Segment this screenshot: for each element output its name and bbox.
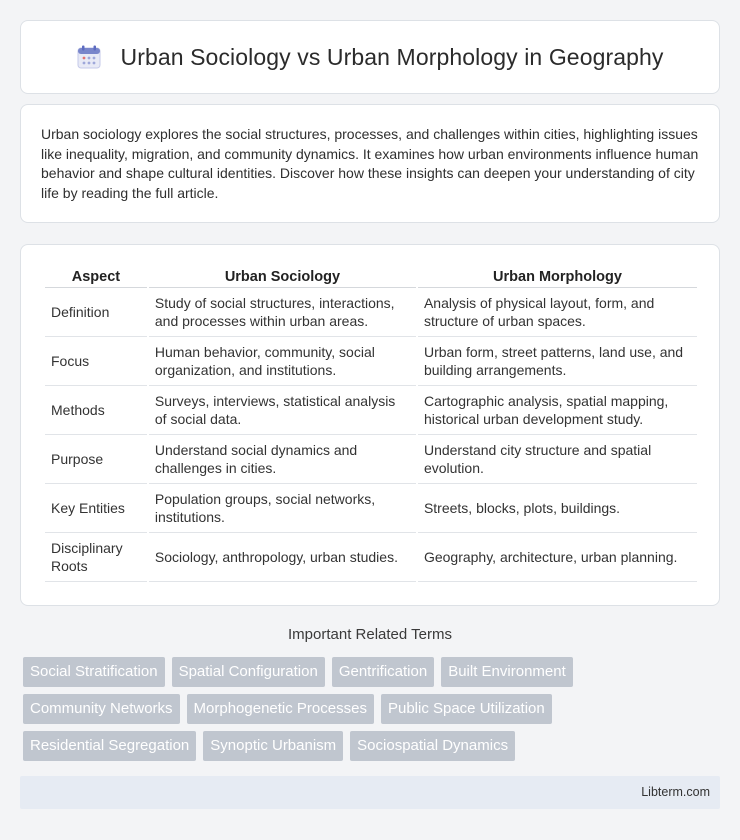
morphology-cell: Urban form, street patterns, land use, and building arrangements. (418, 337, 697, 386)
table-row (45, 337, 697, 386)
tag-morphogenetic-processes[interactable]: Morphogenetic Processes (187, 694, 374, 724)
page-title: Urban Sociology vs Urban Morphology in Geography (120, 43, 664, 70)
table-row (45, 386, 697, 435)
tag-row (23, 694, 723, 724)
sociology-cell: Population groups, social networks, institutions. (149, 484, 416, 533)
comparison-card (20, 244, 720, 606)
tag-social-stratification[interactable]: Social Stratification (23, 657, 165, 687)
tag-built-environment[interactable]: Built Environment (441, 657, 573, 687)
intro-text: Urban sociology explores the social structures, processes, and challenges within cities, highlighting issues like inequality, migration, and community dynamics. It examines how urban environments influence human behavior and shape cultural identities. Discover how these insights can deepen your understanding of city life by reading the full article. (41, 126, 699, 201)
sociology-cell: Surveys, interviews, statistical analysis of social data. (149, 386, 416, 435)
footer (20, 776, 720, 809)
tag-community-networks[interactable]: Community Networks (23, 694, 180, 724)
tag-sociospatial-dynamics[interactable]: Sociospatial Dynamics (350, 731, 515, 761)
tag-public-space-utilization[interactable]: Public Space Utilization (381, 694, 552, 724)
sociology-cell: Sociology, anthropology, urban studies. (149, 533, 416, 582)
aspect-cell: Definition (45, 288, 147, 337)
tag-row (23, 731, 723, 761)
table-row (45, 484, 697, 533)
aspect-cell: Key Entities (45, 484, 147, 533)
morphology-cell: Cartographic analysis, spatial mapping, historical urban development study. (418, 386, 697, 435)
morphology-cell: Geography, architecture, urban planning. (418, 533, 697, 582)
intro-card (20, 104, 720, 223)
aspect-cell: Purpose (45, 435, 147, 484)
tag-gentrification[interactable]: Gentrification (332, 657, 434, 687)
tag-spatial-configuration[interactable]: Spatial Configuration (172, 657, 325, 687)
calendar-icon (76, 44, 102, 70)
tag-residential-segregation[interactable]: Residential Segregation (23, 731, 196, 761)
column-header-aspect: Aspect (45, 264, 147, 288)
table-row (45, 435, 697, 484)
column-header-urban-sociology: Urban Sociology (149, 264, 416, 288)
morphology-cell: Streets, blocks, plots, buildings. (418, 484, 697, 533)
header-card (20, 20, 720, 94)
tag-row (23, 657, 723, 687)
morphology-cell: Analysis of physical layout, form, and structure of urban spaces. (418, 288, 697, 337)
aspect-cell: Focus (45, 337, 147, 386)
comparison-table (43, 264, 699, 582)
table-row (45, 533, 697, 582)
related-terms-list (23, 657, 723, 768)
sociology-cell: Human behavior, community, social organization, and institutions. (149, 337, 416, 386)
tag-synoptic-urbanism[interactable]: Synoptic Urbanism (203, 731, 343, 761)
related-terms-title: Important Related Terms (288, 626, 452, 643)
table-header-row (45, 264, 697, 288)
table-row (45, 288, 697, 337)
footer-site-link[interactable]: Libterm.com (641, 785, 710, 799)
sociology-cell: Understand social dynamics and challenges in cities. (149, 435, 416, 484)
column-header-urban-morphology: Urban Morphology (418, 264, 697, 288)
morphology-cell: Understand city structure and spatial evolution. (418, 435, 697, 484)
aspect-cell: Methods (45, 386, 147, 435)
sociology-cell: Study of social structures, interactions, and processes within urban areas. (149, 288, 416, 337)
aspect-cell: Disciplinary Roots (45, 533, 147, 582)
